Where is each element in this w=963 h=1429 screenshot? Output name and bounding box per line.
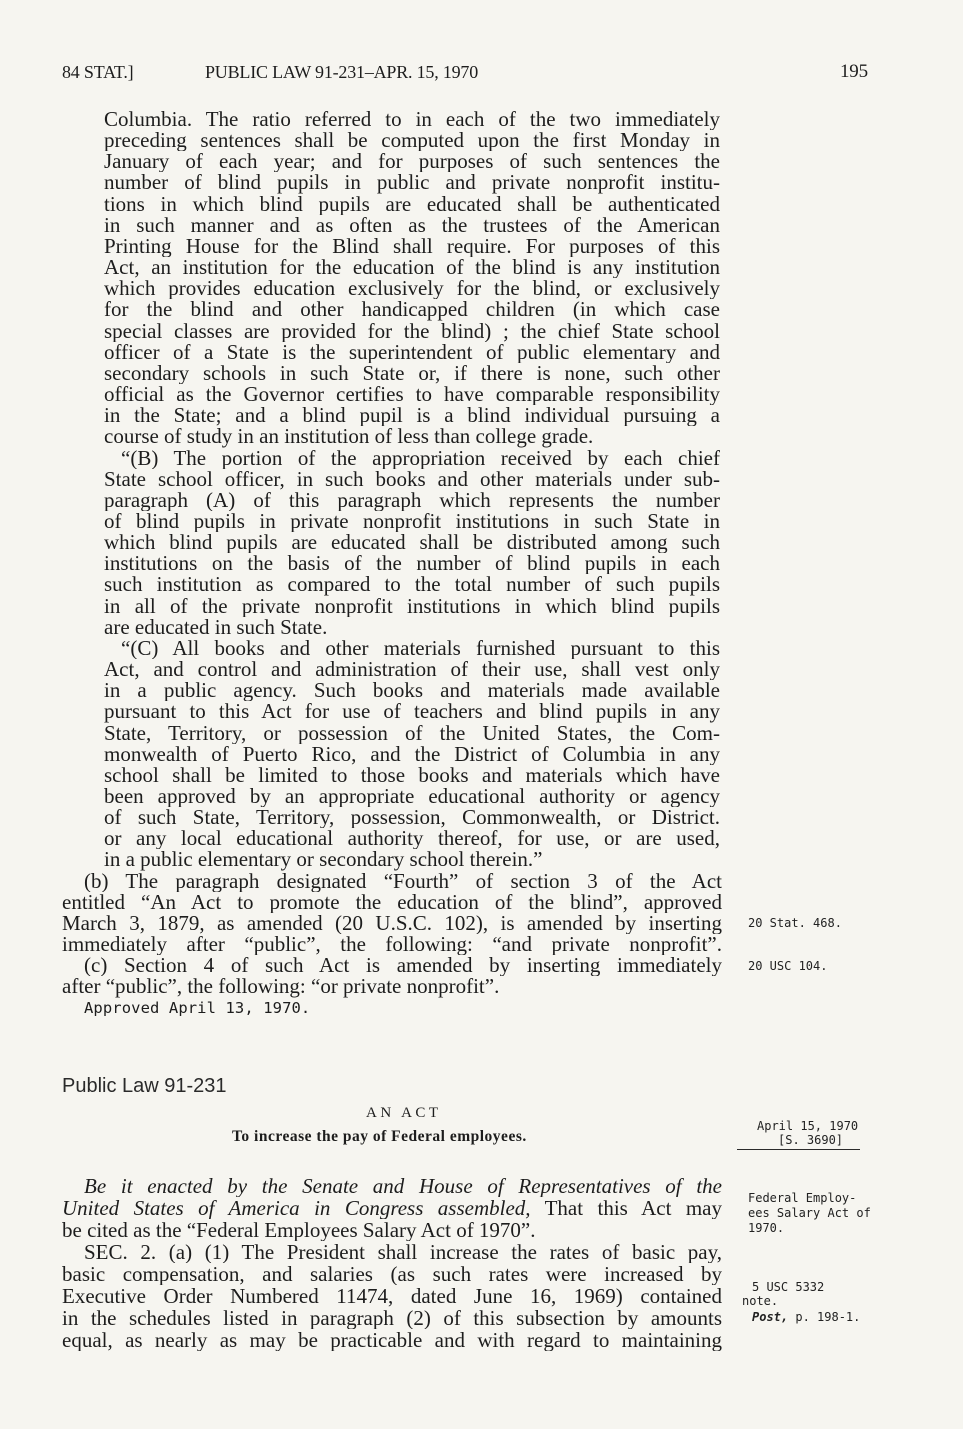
text-line: which blind pupils are educated shall be distributed among such: [104, 532, 720, 554]
post-label: Post,: [752, 1310, 789, 1324]
text-line: be cited as the “Federal Employees Salary Act of 1970”.: [62, 1219, 536, 1241]
post-page-ref: p. 198-1.: [795, 1310, 861, 1324]
text-line: “(B) The portion of the appropriation received by each chief: [121, 447, 720, 469]
text-line: tions in which blind pupils are educated shall be authenticated: [104, 193, 720, 215]
text-line: institutions on the basis of the number of blind pupils in each: [104, 553, 720, 575]
text-line: basic compensation, and salaries (as such rates were increased by: [62, 1263, 722, 1285]
enacting-clause: [62, 1175, 722, 1241]
text-line: Act, and control and administration of their use, shall vest only: [104, 659, 720, 681]
text-line: number of blind pupils in public and private nonprofit institu-: [104, 172, 720, 194]
subsection-b: [62, 871, 722, 956]
text-line: of blind pupils in private nonprofit institutions in such State in: [104, 510, 720, 533]
text-line: which provides education exclusively for the blind, or exclusively: [104, 278, 720, 300]
act-title: AN ACT: [366, 1105, 442, 1121]
text-line: Be it enacted by the Senate and House of Representatives of the: [84, 1175, 722, 1197]
text-line: in a public elementary or secondary school therein.”: [104, 849, 543, 871]
text-line: (b) The paragraph designated “Fourth” of section 3 of the Act: [84, 870, 722, 892]
text-line: January of each year; and for purposes of such sentences the: [104, 151, 720, 173]
text-line: are educated in such State.: [104, 616, 328, 638]
text-line: of such State, Territory, possession, Commonwealth, or District.: [104, 807, 720, 829]
text-line: State, Territory, or possession of the United States, the Com-: [104, 722, 720, 744]
margin-note-line: Federal Employ-: [748, 1191, 857, 1205]
margin-note-approval-date: April 15, 1970: [757, 1119, 859, 1133]
text-line: school shall be limited to those books and materials which have: [104, 764, 720, 786]
text-line: in all of the private nonprofit institutions in which blind pupils: [104, 595, 720, 617]
text-line: March 3, 1879, as amended (20 U.S.C. 102), is amended by inserting: [62, 912, 722, 935]
text-line: in such manner and as often as the trustees of the American: [104, 214, 720, 236]
text-line: in the schedules listed in paragraph (2) of this subsection by amounts: [62, 1307, 722, 1329]
text-line: after “public”, the following: “or private nonprofit”.: [62, 976, 500, 998]
text-line: officer of a State is the superintendent of public elementary and: [104, 341, 720, 363]
text-line: special classes are provided for the blind) ; the chief State school: [104, 320, 720, 342]
heading-rule: [737, 1149, 860, 1150]
margin-note-line: ees Salary Act of: [748, 1206, 871, 1220]
margin-note-usc-ref: 20 USC 104.: [748, 959, 828, 973]
text-line: (c) Section 4 of such Act is amended by inserting immediately: [84, 955, 722, 977]
approval-date: Approved April 13, 1970.: [84, 998, 311, 1017]
page-number: 195: [840, 61, 868, 82]
public-law-number: Public Law 91-231: [62, 1075, 227, 1097]
text-line: monwealth of Puerto Rico, and the District of Columbia in any: [104, 743, 720, 765]
margin-note-usc-section: 5 USC 5332: [752, 1280, 825, 1294]
margin-note-stat-ref: 20 Stat. 468.: [748, 916, 842, 930]
previous-act-text: [62, 109, 722, 1019]
subsection-c: [62, 955, 722, 997]
paragraph-a-continuation: [62, 109, 722, 448]
margin-note-post-ref: [752, 1310, 860, 1324]
text-line: [62, 1197, 722, 1219]
text-line: entitled “An Act to promote the education of the blind”, approved: [62, 891, 722, 913]
enacting-clause-italic: United States of America in Congress assembled,: [62, 1197, 531, 1219]
text-line: for the blind and other handicapped children (in which case: [104, 299, 720, 321]
text-line: Columbia. The ratio referred to in each of the two immediately: [104, 109, 720, 131]
text-line: “(C) All books and other materials furnished pursuant to this: [121, 637, 720, 660]
text-line: in the State; and a blind pupil is a blind individual pursuing a: [104, 405, 720, 427]
text-line: such institution as compared to the total number of such pupils: [104, 574, 720, 596]
text-line: preceding sentences shall be computed upon the first Monday in: [104, 130, 720, 152]
margin-note-note-label: note.: [742, 1294, 779, 1308]
volume-reference: 84 STAT.]: [62, 62, 134, 82]
text-line: course of study in an institution of less than college grade.: [104, 426, 594, 448]
margin-note-bill-number: [S. 3690]: [778, 1133, 844, 1147]
text-line: in a public agency. Such books and materials made available: [104, 680, 720, 702]
salary-act-text: [62, 1175, 722, 1351]
margin-note-short-title: [748, 1191, 871, 1236]
text-line: pursuant to this Act for use of teachers and blind pupils in any: [104, 701, 720, 723]
text-line: immediately after “public”, the following: “and private nonprofit”.: [62, 934, 722, 956]
text-line: Executive Order Numbered 11474, dated June 16, 1969) contained: [62, 1285, 722, 1307]
paragraph-c: [62, 638, 722, 871]
act-purpose: To increase the pay of Federal employees.: [232, 1128, 527, 1145]
text-line: paragraph (A) of this paragraph which represents the number: [104, 489, 720, 511]
paragraph-b: [62, 448, 722, 638]
section-2: [62, 1241, 722, 1351]
text-line: State school officer, in such books and other materials under sub-: [104, 468, 720, 490]
text-line: Act, an institution for the education of the blind is any institution: [104, 257, 720, 279]
text-line: secondary schools in such State or, if there is none, such other: [104, 362, 720, 385]
margin-note-line: 1970.: [748, 1221, 785, 1235]
text-line: or any local educational authority thereof, for use, or are used,: [104, 828, 720, 850]
running-head: PUBLIC LAW 91-231–APR. 15, 1970: [205, 62, 479, 82]
text-line: equal, as nearly as may be practicable and with regard to maintaining: [62, 1329, 722, 1351]
text-line: SEC. 2. (a) (1) The President shall increase the rates of basic pay,: [84, 1241, 722, 1263]
text-line: official as the Governor certifies to have comparable responsibility: [104, 384, 720, 406]
text-line: Printing House for the Blind shall require. For purposes of this: [104, 235, 720, 258]
text-line: been approved by an appropriate educational authority or agency: [104, 786, 720, 808]
enacting-clause-roman: That this Act may: [544, 1197, 722, 1219]
